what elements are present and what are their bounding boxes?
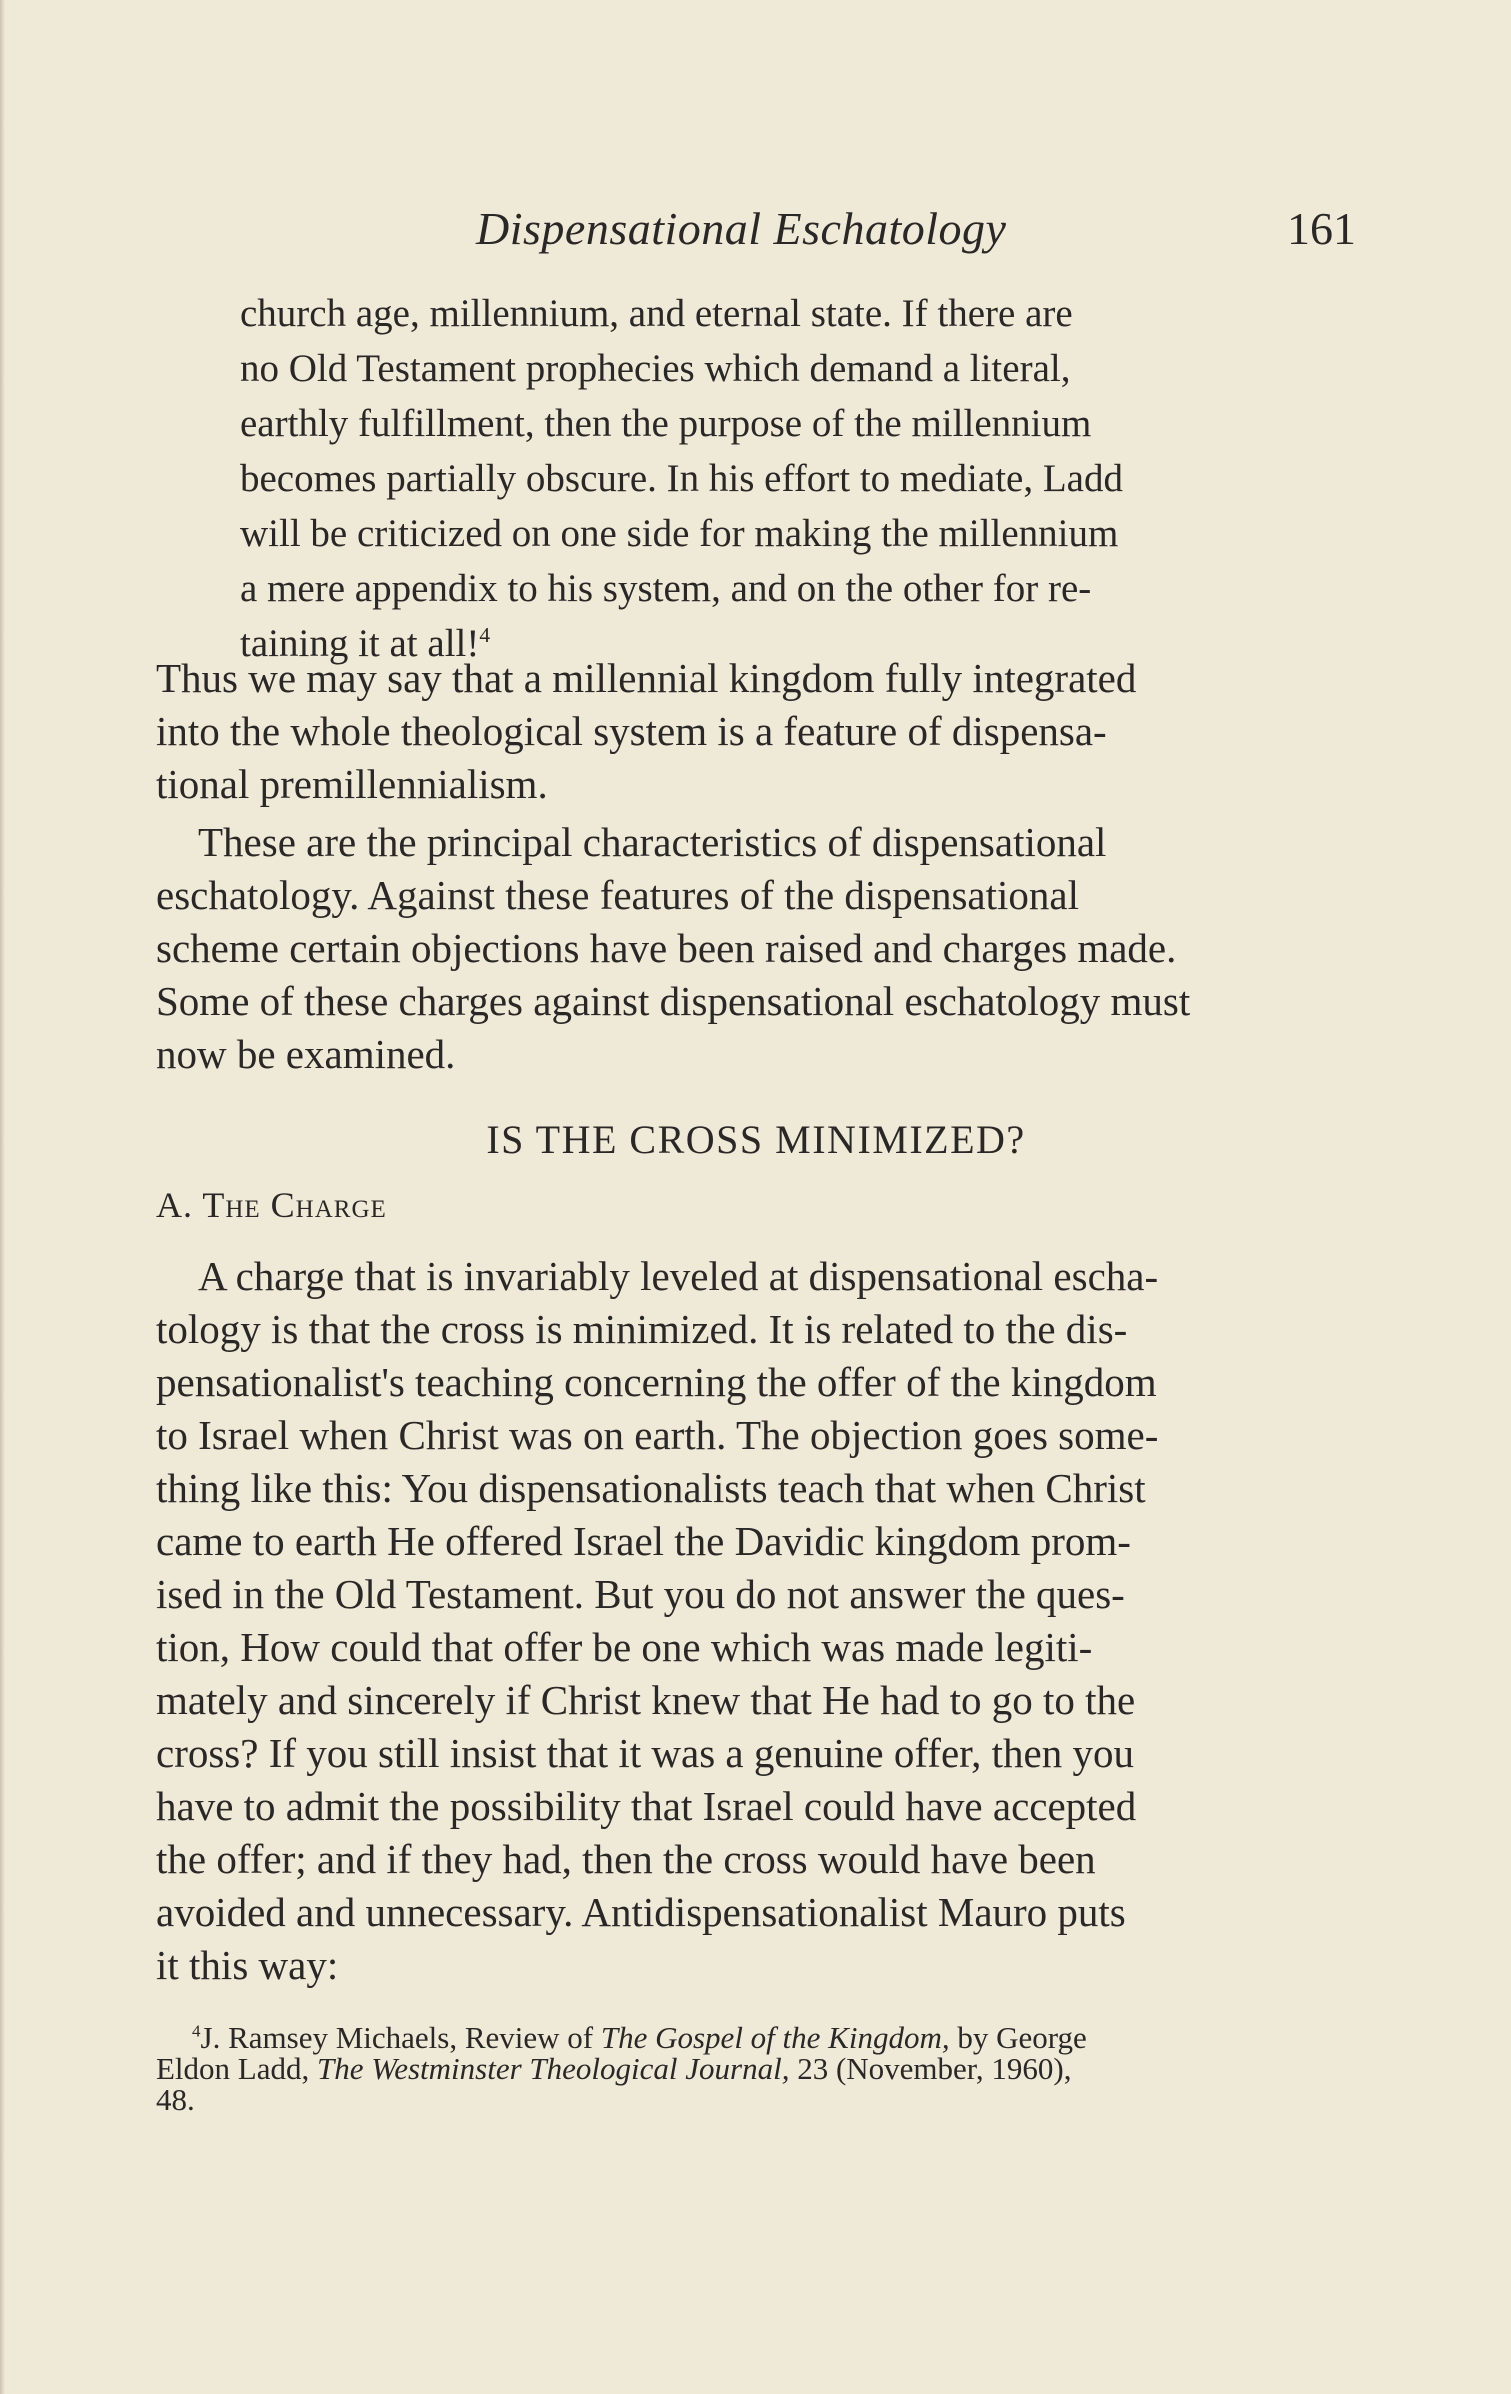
quote-line: church age, millennium, and eternal state. If there are bbox=[240, 292, 1073, 335]
quote-line: will be criticized on one side for making the millennium bbox=[240, 512, 1119, 555]
quote-line: no Old Testament prophecies which demand a literal, bbox=[240, 347, 1071, 390]
footnote-journal: The Westminster Theological Journal, bbox=[317, 2051, 790, 2086]
text-line: eschatology. Against these features of the dispensational bbox=[156, 872, 1080, 918]
text-line: tion, How could that offer be one which was made legiti- bbox=[156, 1624, 1093, 1670]
quote-line: earthly fulfillment, then the purpose of the millennium bbox=[240, 402, 1092, 445]
footnote-reference[interactable]: 4 bbox=[479, 623, 491, 647]
paragraph-the-charge bbox=[156, 1250, 1356, 1992]
text-line: tology is that the cross is minimized. It is related to the dis- bbox=[156, 1306, 1128, 1352]
footnote-marker: 4 bbox=[192, 2021, 201, 2041]
footnote-book-title: The Gospel of the Kingdom, bbox=[600, 2020, 950, 2055]
text-line: tional premillennialism. bbox=[156, 761, 548, 807]
text-line: mately and sincerely if Christ knew that He had to go to the bbox=[156, 1677, 1136, 1723]
text-line: Thus we may say that a millennial kingdom fully integrated bbox=[156, 655, 1137, 701]
section-heading: IS THE CROSS MINIMIZED? bbox=[486, 1117, 1026, 1162]
footnote-line2-start: Eldon Ladd, bbox=[156, 2051, 317, 2086]
footnote-line2-end: 23 (November, 1960), bbox=[789, 2051, 1072, 2086]
text-line: the offer; and if they had, then the cross would have been bbox=[156, 1836, 1096, 1882]
text-line: ised in the Old Testament. But you do not answer the ques- bbox=[156, 1571, 1125, 1617]
running-head bbox=[156, 202, 1356, 262]
paragraph-principal-characteristics bbox=[156, 816, 1356, 1081]
text-line: A charge that is invariably leveled at dispensational escha- bbox=[198, 1253, 1159, 1299]
text-line: These are the principal characteristics of dispensational bbox=[198, 819, 1107, 865]
text-line: now be examined. bbox=[156, 1031, 456, 1077]
running-title: Dispensational Eschatology bbox=[476, 203, 1007, 254]
text-line: have to admit the possibility that Israel could have accepted bbox=[156, 1783, 1137, 1829]
footnote-author: J. Ramsey Michaels, Review of bbox=[200, 2020, 601, 2055]
paragraph-integrated-kingdom bbox=[156, 652, 1356, 811]
page-number: 161 bbox=[1287, 203, 1356, 254]
text-line: it this way: bbox=[156, 1942, 339, 1988]
footnote-line bbox=[156, 2053, 1356, 2084]
block-quote bbox=[240, 286, 1274, 671]
text-line: came to earth He offered Israel the Davidic kingdom prom- bbox=[156, 1518, 1131, 1564]
text-line: cross? If you still insist that it was a genuine offer, then you bbox=[156, 1730, 1134, 1776]
text-line: pensationalist's teaching concerning the offer of the kingdom bbox=[156, 1359, 1157, 1405]
subsection-heading: A. The Charge bbox=[156, 1185, 387, 1225]
quote-line: becomes partially obscure. In his effort to mediate, Ladd bbox=[240, 457, 1123, 500]
quote-line: a mere appendix to his system, and on the other for re- bbox=[240, 567, 1092, 610]
footnote-line: 48. bbox=[156, 2082, 195, 2117]
page-binding-edge bbox=[0, 0, 5, 2394]
text-line: to Israel when Christ was on earth. The objection goes some- bbox=[156, 1412, 1159, 1458]
footnote-by: by George bbox=[949, 2020, 1087, 2055]
quote-line-text: taining it at all! bbox=[240, 622, 480, 665]
footnote-line bbox=[156, 2022, 1356, 2053]
footnote bbox=[156, 2022, 1356, 2115]
text-line: into the whole theological system is a feature of dispensa- bbox=[156, 708, 1107, 754]
text-line: scheme certain objections have been raised and charges made. bbox=[156, 925, 1177, 971]
text-line: avoided and unnecessary. Antidispensationalist Mauro puts bbox=[156, 1889, 1126, 1935]
text-line: Some of these charges against dispensational eschatology must bbox=[156, 978, 1191, 1024]
text-line: thing like this: You dispensationalists teach that when Christ bbox=[156, 1465, 1146, 1511]
